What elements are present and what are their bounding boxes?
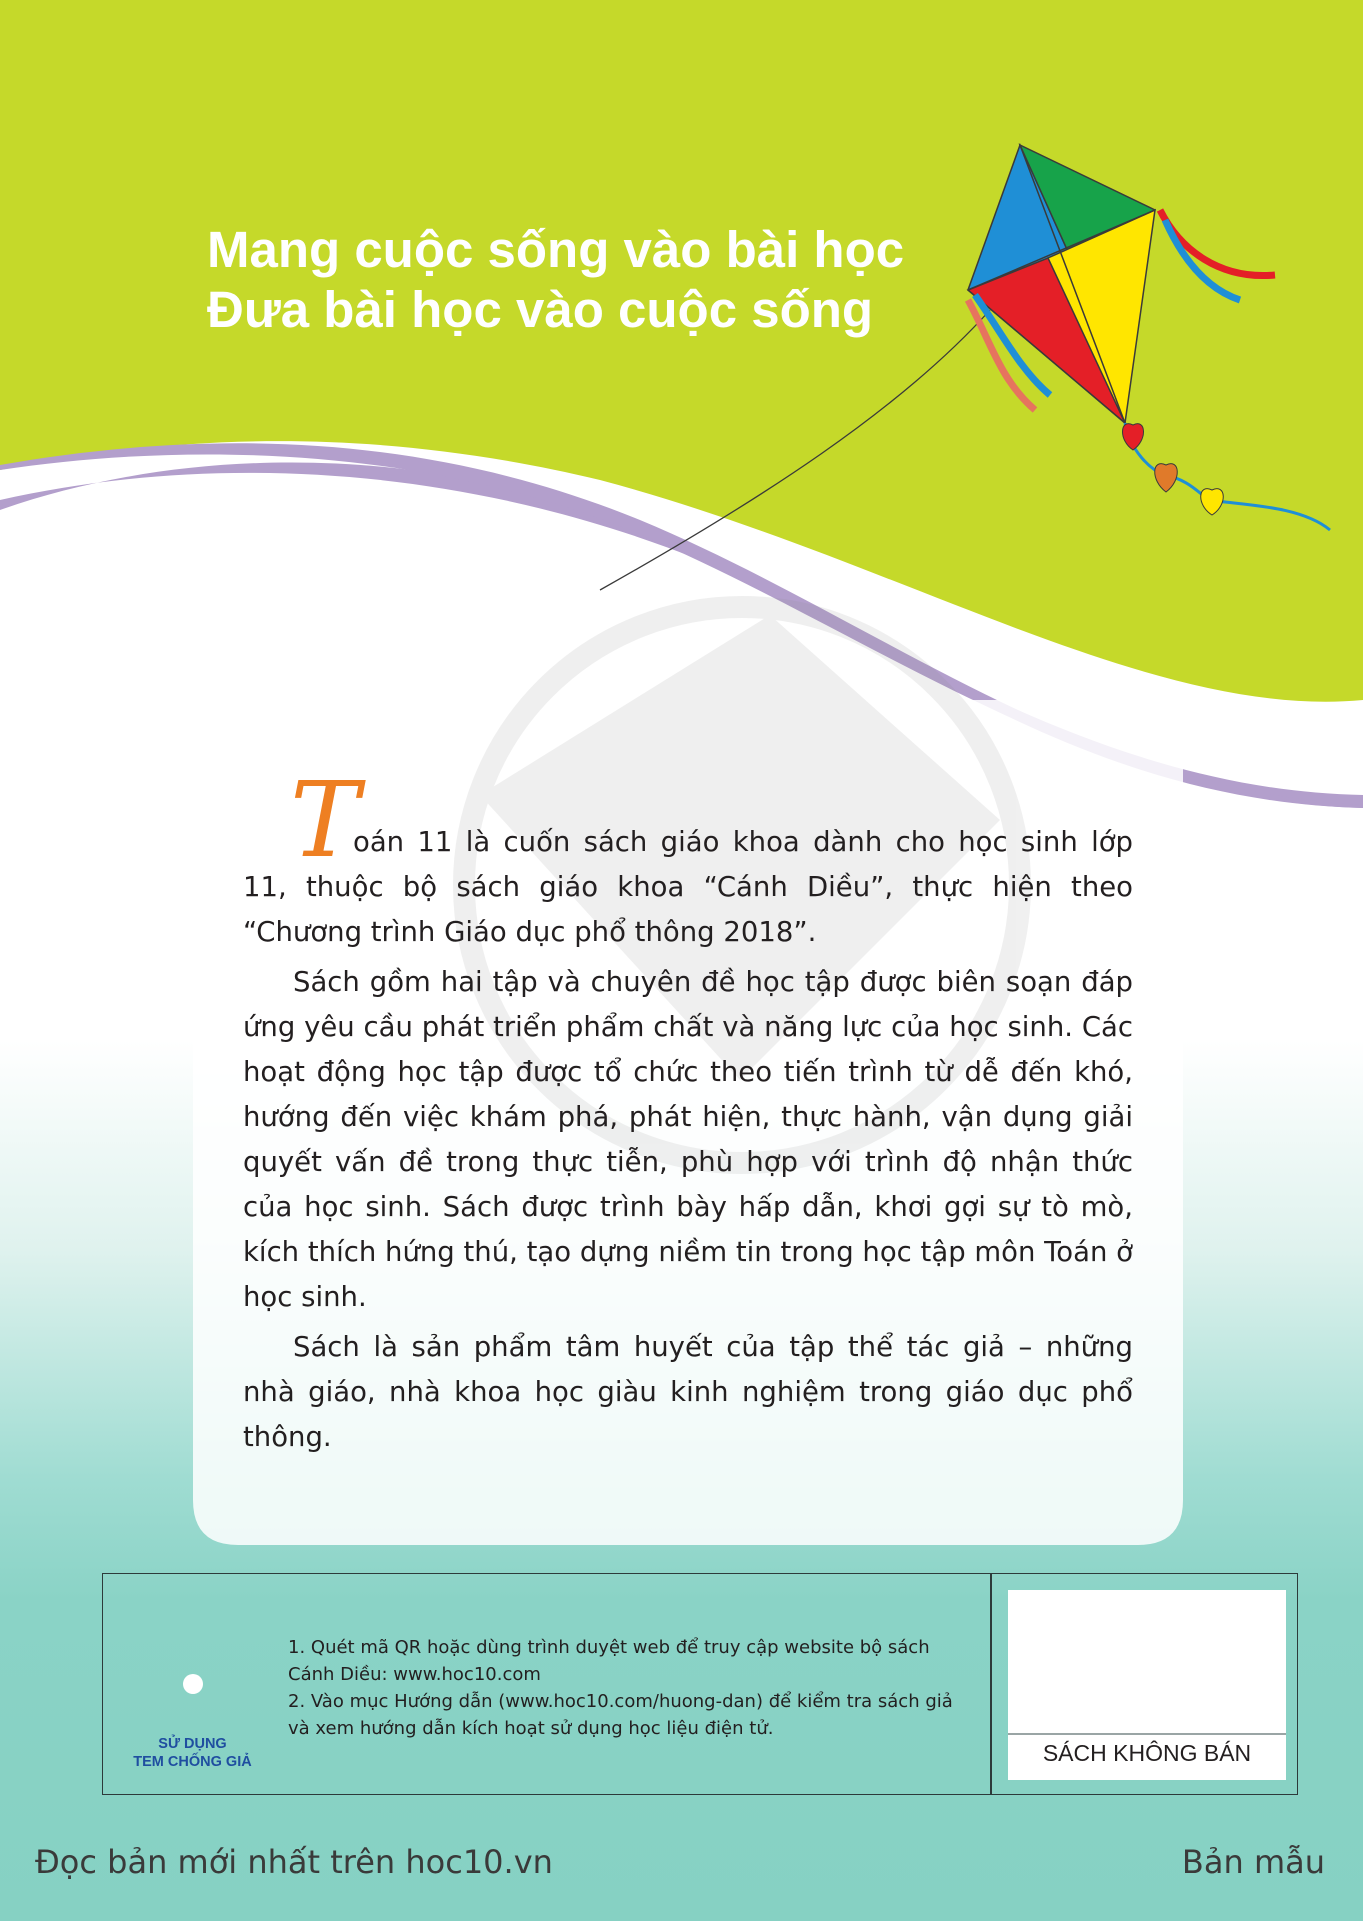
verification-instructions (288, 1634, 968, 1742)
lime-header-band (0, 0, 1363, 702)
info-box-divider (990, 1573, 992, 1795)
instruction-2-line-2: và xem hướng dẫn kích hoạt sử dụng học liệu điện tử. (288, 1718, 774, 1739)
slogan-line-2: Đưa bài học vào cuộc sống (207, 281, 874, 338)
slogan-line-1: Mang cuộc sống vào bài học (207, 221, 905, 278)
intro-paragraph-2: Sách gồm hai tập và chuyên đề học tập được biên soạn đáp ứng yêu cầu phát triển phẩm chất và năng lực của học sinh. Các hoạt động học tập được tổ chức theo tiến trình từ dễ đến khó, hướng đến việc khám phá, phát hiện, thực hành, vận dụng giải quyết vấn đề trong thực tiễn, phù hợp với trình độ nhận thức của học sinh. Sách được trình bày hấp dẫn, khơi gợi sự tò mò, kích thích hứng thú, tạo dựng niềm tin trong học tập môn Toán ở học sinh. (243, 966, 1133, 1313)
stamp-label-line-2: TEM CHỐNG GIẢ (133, 1754, 252, 1770)
instruction-1-line-2: Cánh Diều: www.hoc10.com (288, 1664, 541, 1685)
stamp-label-line-1: SỬ DỤNG (158, 1736, 227, 1752)
stamp-label (120, 1735, 265, 1771)
intro-paragraph-3: Sách là sản phẩm tâm huyết của tập thể tác giả – những nhà giáo, nhà khoa học giàu kinh nghiệm trong giáo dục phổ thông. (243, 1331, 1133, 1453)
instruction-2-line-1: 2. Vào mục Hướng dẫn (www.hoc10.com/huong-dan) để kiểm tra sách giả (288, 1691, 953, 1712)
sticker-divider (1008, 1733, 1286, 1735)
intro-paragraph-1: oán 11 là cuốn sách giáo khoa dành cho học sinh lớp 11, thuộc bộ sách giáo khoa “Cánh Diều”, thực hiện theo “Chương trình Giáo dục phổ thông 2018”. (243, 826, 1133, 948)
footer-sample-label: Bản mẫu (1181, 1843, 1325, 1881)
not-for-sale-label: SÁCH KHÔNG BÁN (1042, 1740, 1252, 1766)
stamp-marker-icon (183, 1674, 203, 1694)
intro-text (243, 820, 1133, 1465)
footer-latest-version-link[interactable]: Đọc bản mới nhất trên hoc10.vn (35, 1843, 553, 1881)
instruction-1-line-1: 1. Quét mã QR hoặc dùng trình duyệt web để truy cập website bộ sách (288, 1637, 930, 1658)
slogan (207, 220, 904, 340)
drop-cap-letter: T (290, 759, 360, 881)
